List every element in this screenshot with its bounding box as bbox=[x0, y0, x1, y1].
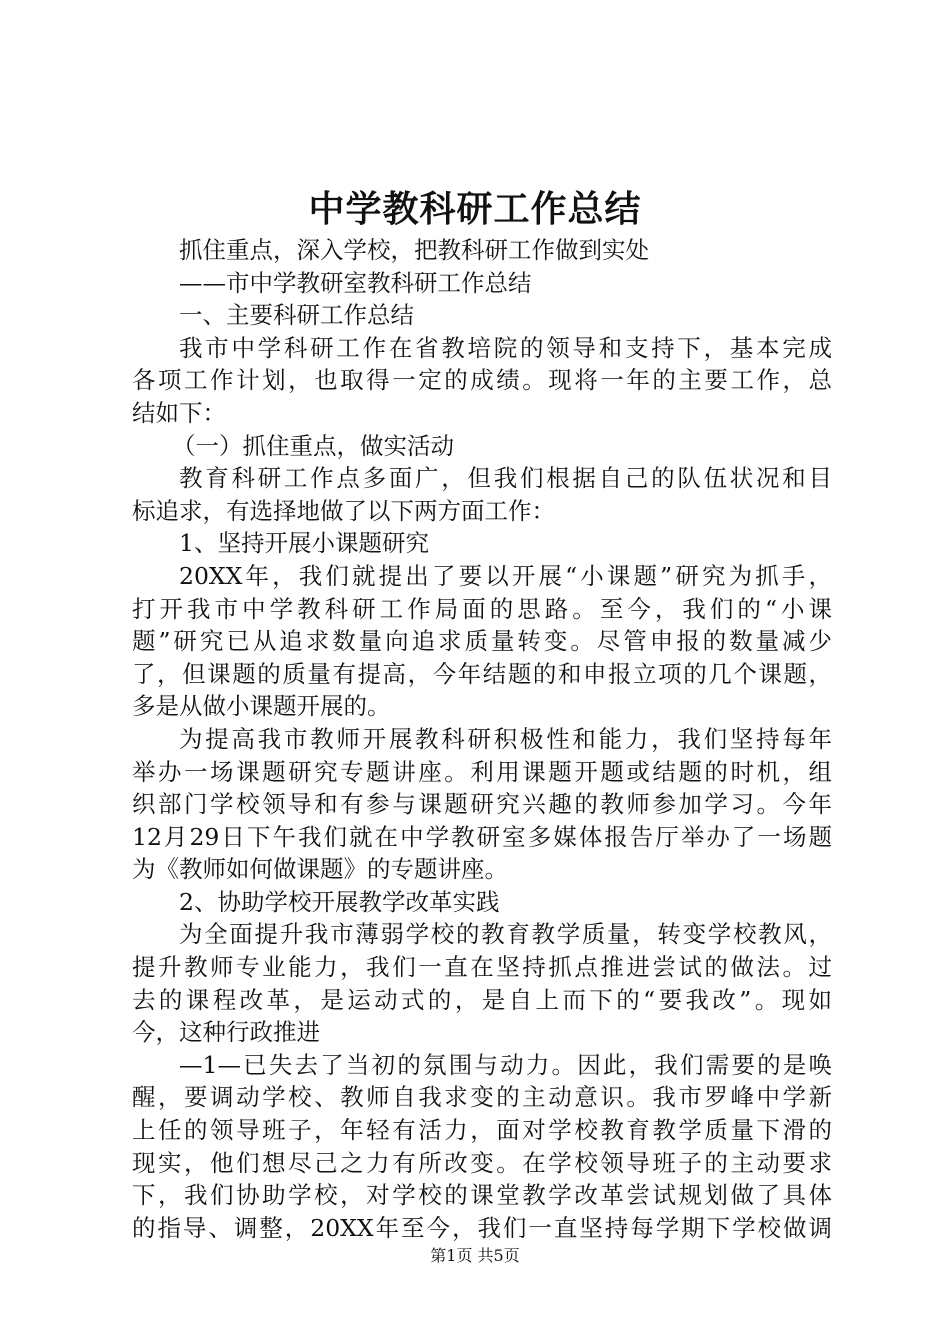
paragraph-line: 今，这种行政推进 bbox=[132, 1018, 320, 1047]
paragraph-line: 12月29日下午我们就在中学教研室多媒体报告厅举办了一场题 bbox=[132, 822, 832, 851]
paragraph-line: 教育科研工作点多面广，但我们根据自己的队伍状况和目 bbox=[179, 464, 832, 493]
paragraph-line: 为全面提升我市薄弱学校的教育教学质量，转变学校教风， bbox=[179, 920, 832, 949]
paragraph-line: 织部门学校领导和有参与课题研究兴趣的教师参加学习。今年 bbox=[132, 790, 832, 819]
paragraph-line: 去的课程改革，是运动式的，是自上而下的“要我改”。现如 bbox=[132, 985, 832, 1014]
page-number-footer: 第1页 共5页 bbox=[430, 1246, 520, 1265]
paragraph-line: 为提高我市教师开展教科研积极性和能力，我们坚持每年 bbox=[179, 724, 832, 753]
subtitle-line: 抓住重点，深入学校，把教科研工作做到实处 bbox=[179, 236, 649, 264]
paragraph-line: 打开我市中学教科研工作局面的思路。至今，我们的“小课 bbox=[132, 594, 832, 623]
document-title: 中学教科研工作总结 bbox=[308, 188, 642, 230]
paragraph-line: 现实，他们想尽己之力有所改变。在学校领导班子的主动要求 bbox=[132, 1148, 832, 1177]
paragraph-line: 上任的领导班子，年轻有活力，面对学校教育教学质量下滑的 bbox=[132, 1116, 832, 1145]
paragraph-line: 提升教师专业能力，我们一直在坚持抓点推进尝试的做法。过 bbox=[132, 953, 832, 982]
paragraph-line: 了，但课题的质量有提高，今年结题的和申报立项的几个课题， bbox=[132, 659, 832, 688]
paragraph-line: 下，我们协助学校，对学校的课堂教学改革尝试规划做了具体 bbox=[132, 1181, 832, 1210]
item-heading: 2、协助学校开展教学改革实践 bbox=[179, 887, 500, 916]
paragraph-line: 20XX年，我们就提出了要以开展“小课题”研究为抓手， bbox=[179, 561, 832, 590]
paragraph-line: 举办一场课题研究专题讲座。利用课题开题或结题的时机，组 bbox=[132, 757, 832, 786]
paragraph-line: 我市中学科研工作在省教培院的领导和支持下，基本完成 bbox=[179, 333, 832, 362]
paragraph-line: 标追求，有选择地做了以下两方面工作： bbox=[132, 496, 555, 525]
paragraph-line: 各项工作计划，也取得一定的成绩。现将一年的主要工作，总 bbox=[132, 366, 832, 395]
paragraph-line: 题”研究已从追求数量向追求质量转变。尽管申报的数量减少 bbox=[132, 627, 832, 656]
document-body bbox=[132, 234, 832, 1244]
paragraph-line: 的指导、调整，20XX年至今，我们一直坚持每学期下学校做调 bbox=[132, 1213, 832, 1242]
subsection-heading: （一）抓住重点，做实活动 bbox=[172, 431, 454, 460]
paragraph-line: 醒，要调动学校、教师自我求变的主动意识。我市罗峰中学新 bbox=[132, 1083, 832, 1112]
paragraph-line: 结如下： bbox=[132, 398, 226, 427]
paragraph-line: 多是从做小课题开展的。 bbox=[132, 692, 391, 721]
item-heading: 1、坚持开展小课题研究 bbox=[179, 529, 429, 558]
subtitle-source-line: ——市中学教研室教科研工作总结 bbox=[179, 268, 532, 297]
section-heading: 一、主要科研工作总结 bbox=[179, 301, 414, 330]
paragraph-line: —1—已失去了当初的氛围与动力。因此，我们需要的是唤 bbox=[179, 1050, 832, 1079]
paragraph-line: 为《教师如何做课题》的专题讲座。 bbox=[132, 855, 508, 884]
